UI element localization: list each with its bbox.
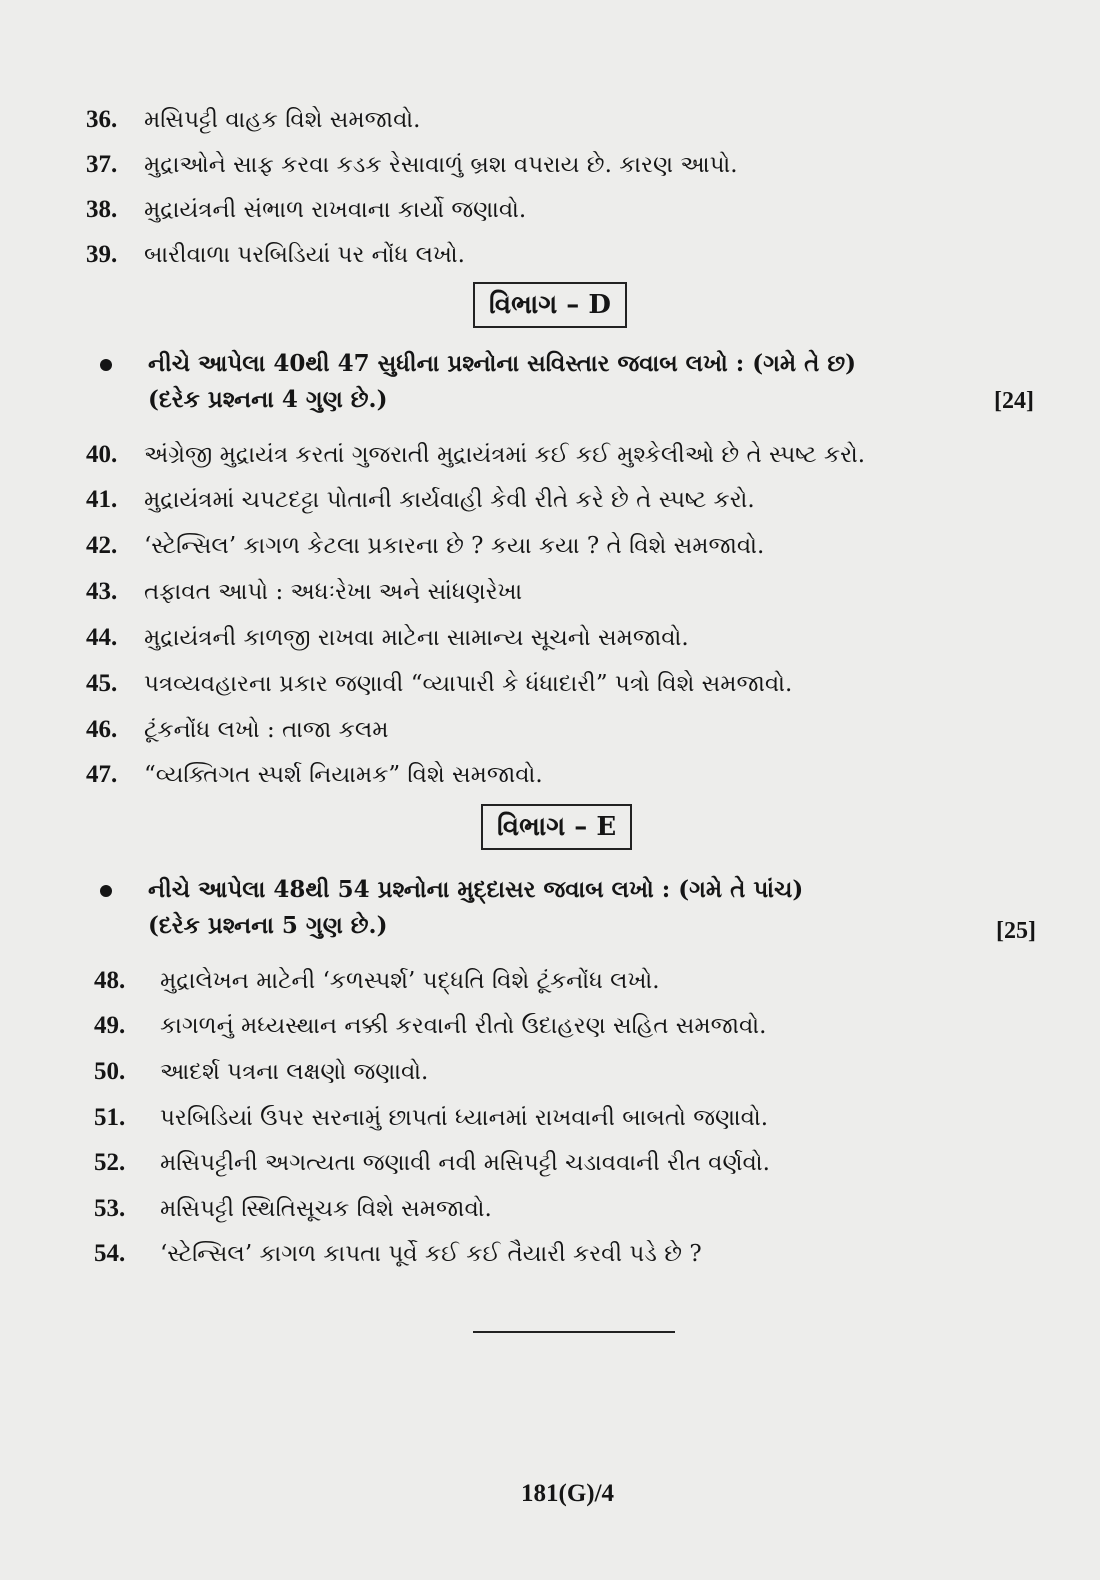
question-number: 49. (94, 1012, 126, 1039)
question-number: 50. (94, 1058, 126, 1085)
question-number: 42. (86, 532, 118, 559)
question-number: 43. (86, 578, 118, 605)
question-text: ‘સ્ટેન્સિલ’ કાગળ કાપતા પૂર્વે કઈ કઈ તૈયારી કરવી પડે છે ? (160, 1241, 702, 1267)
question-text: તફાવત આપો : અધઃરેખા અને સાંધણરેખા (144, 579, 523, 605)
question-text: આદર્શ પત્રના લક્ષણો જણાવો. (160, 1059, 429, 1085)
question-51 (94, 1102, 768, 1134)
end-rule (473, 1331, 675, 1333)
question-number: 53. (94, 1195, 126, 1222)
question-number: 39. (86, 241, 118, 268)
question-number: 41. (86, 486, 118, 513)
section-d-heading: વિભાગ – D (473, 282, 627, 328)
instruction-line-1: નીચે આપેલા 40થી 47 સુધીના પ્રશ્નોના સવિસ્તાર જવાબ લખો : (ગમે તે છ) (148, 350, 857, 377)
bullet-icon (100, 885, 112, 897)
question-number: 46. (86, 716, 118, 743)
question-number: 36. (86, 106, 118, 133)
question-text: મુદ્રાલેખન માટેની ‘કળસ્પર્શ’ પદ્ધતિ વિશે ટૂંકનોંધ લખો. (160, 968, 660, 994)
question-44 (86, 622, 689, 654)
question-text: “વ્યક્તિગત સ્પર્શ નિયામક” વિશે સમજાવો. (144, 762, 543, 788)
question-text: પત્રવ્યવહારના પ્રકાર જણાવી “વ્યાપારી કે ધંધાદારી” પત્રો વિશે સમજાવો. (144, 671, 793, 697)
question-53 (94, 1193, 492, 1225)
question-text: પરબિડિયાં ઉપર સરનામું છાપતાં ધ્યાનમાં રાખવાની બાબતો જણાવો. (160, 1105, 769, 1131)
question-number: 37. (86, 151, 118, 178)
section-d-marks: [24] (994, 388, 1034, 414)
question-50 (94, 1056, 428, 1088)
question-number: 51. (94, 1104, 126, 1131)
question-text: ‘સ્ટેન્સિલ’ કાગળ કેટલા પ્રકારના છે ? કયા કયા ? તે વિશે સમજાવો. (144, 533, 765, 559)
question-40 (86, 439, 865, 471)
section-e-instruction (100, 872, 803, 944)
bullet-icon (100, 359, 112, 371)
question-36 (86, 104, 420, 136)
question-text: મુદ્રાયંત્રની કાળજી રાખવા માટેના સામાન્ય સૂચનો સમજાવો. (144, 625, 689, 651)
instruction-line-2: (દરેક પ્રશ્નના 4 ગુણ છે.) (148, 386, 388, 413)
question-37 (86, 149, 738, 181)
instruction-line-1: નીચે આપેલા 48થી 54 પ્રશ્નોના મુદ્દાસર જવાબ લખો : (ગમે તે પાંચ) (148, 876, 804, 903)
question-38 (86, 194, 526, 226)
question-text: મસિપટ્ટી વાહક વિશે સમજાવો. (144, 107, 421, 133)
question-48 (94, 965, 660, 997)
question-46 (86, 714, 389, 746)
question-39 (86, 239, 465, 271)
question-number: 45. (86, 670, 118, 697)
question-number: 54. (94, 1240, 126, 1267)
question-47 (86, 759, 543, 791)
question-text: બારીવાળા પરબિડિયાં પર નોંધ લખો. (144, 242, 465, 268)
page-code: 181(G)/4 (521, 1480, 615, 1507)
question-text: અંગ્રેજી મુદ્રાયંત્ર કરતાં ગુજરાતી મુદ્રાયંત્રમાં કઈ કઈ મુશ્કેલીઓ છે તે સ્પષ્ટ કરો. (144, 442, 866, 468)
question-number: 38. (86, 196, 118, 223)
question-49 (94, 1010, 766, 1042)
instruction-line-2: (દરેક પ્રશ્નના 5 ગુણ છે.) (148, 912, 388, 939)
question-number: 44. (86, 624, 118, 651)
question-number: 52. (94, 1149, 126, 1176)
question-41 (86, 484, 755, 516)
question-text: મુદ્રાઓને સાફ કરવા કડક રેસાવાળું બ્રશ વપરાય છે. કારણ આપો. (144, 152, 738, 178)
question-text: મુદ્રાયંત્રમાં ચપટદટ્ટા પોતાની કાર્યવાહી કેવી રીતે કરે છે તે સ્પષ્ટ કરો. (144, 487, 755, 513)
question-text: મુદ્રાયંત્રની સંભાળ રાખવાના કાર્યો જણાવો. (144, 197, 527, 223)
question-text: મસિપટ્ટી સ્થિતિસૂચક વિશે સમજાવો. (160, 1196, 492, 1222)
question-52 (94, 1147, 770, 1179)
section-e-marks: [25] (996, 918, 1036, 944)
question-45 (86, 668, 792, 700)
section-d-instruction (100, 346, 856, 418)
question-42 (86, 530, 764, 562)
question-text: કાગળનું મધ્યસ્થાન નક્કી કરવાની રીતો ઉદાહરણ સહિત સમજાવો. (160, 1013, 767, 1039)
question-text: ટૂંકનોંધ લખો : તાજા કલમ (144, 717, 389, 743)
section-e-heading: વિભાગ – E (481, 804, 632, 850)
question-54 (94, 1238, 702, 1270)
question-43 (86, 576, 522, 608)
question-text: મસિપટ્ટીની અગત્યતા જણાવી નવી મસિપટ્ટી ચડાવવાની રીત વર્ણવો. (160, 1150, 770, 1176)
question-number: 40. (86, 441, 118, 468)
question-number: 47. (86, 761, 118, 788)
question-number: 48. (94, 967, 126, 994)
